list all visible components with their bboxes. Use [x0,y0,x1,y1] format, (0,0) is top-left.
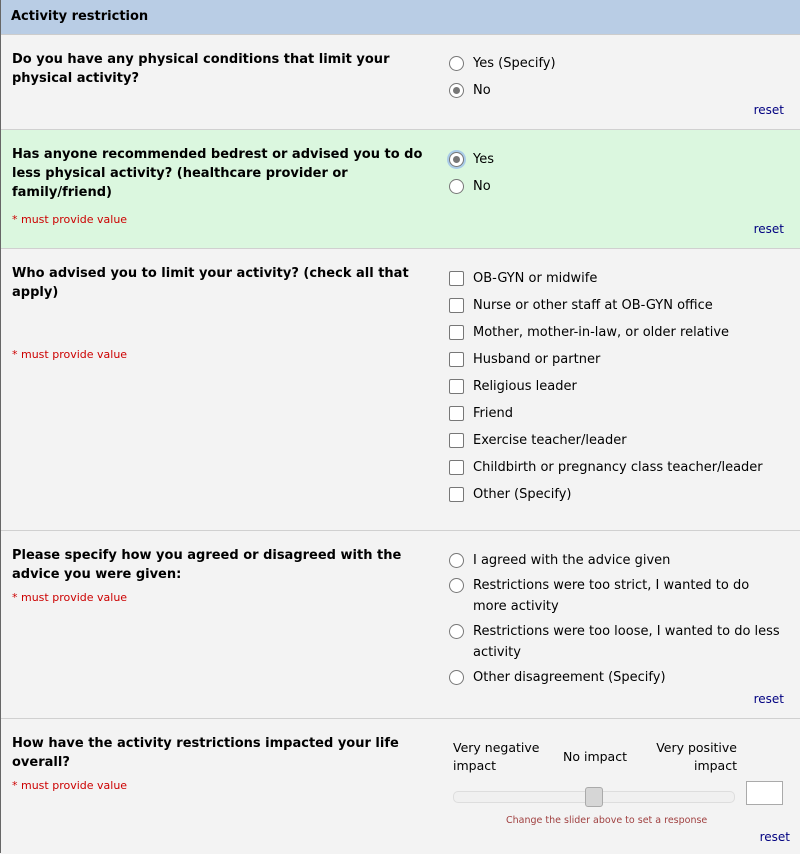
checkbox[interactable] [449,406,464,421]
option-label: Other disagreement (Specify) [473,670,666,685]
slider-mid-label: No impact [563,749,627,764]
option-yes[interactable] [449,149,800,170]
option-label: I agreed with the advice given [473,553,671,568]
radio-button[interactable] [449,624,464,639]
checkbox-option[interactable] [449,295,800,316]
question-agreement [1,531,800,719]
reset-link[interactable]: reset [759,830,790,844]
radio-button[interactable] [449,578,464,593]
question-label: Who advised you to limit your activity? (check all that apply) [12,266,409,300]
radio-option[interactable] [449,575,784,617]
question-label: How have the activity restrictions impacted your life overall? [12,736,399,770]
option-label: Yes [473,152,494,167]
checkbox-option[interactable] [449,403,800,424]
required-note: * must provide value [12,348,128,361]
section-header: Activity restriction [1,0,800,35]
radio-button[interactable] [449,83,464,98]
question-label: Please specify how you agreed or disagreed with the advice you were given: [12,548,402,582]
checkbox[interactable] [449,433,464,448]
radio-option[interactable] [449,621,784,663]
radio-button[interactable] [449,179,464,194]
required-note: * must provide value [12,779,128,792]
reset-link[interactable]: reset [753,222,784,236]
radio-option[interactable] [449,667,784,688]
option-label: No [473,83,491,98]
option-label: Exercise teacher/leader [473,433,627,448]
option-label: Mother, mother-in-law, or older relative [473,325,730,340]
checkbox-option[interactable] [449,457,800,478]
option-yes-specify[interactable] [449,53,800,74]
checkbox[interactable] [449,352,464,367]
checkbox[interactable] [449,271,464,286]
option-label: Husband or partner [473,352,601,367]
option-label: Childbirth or pregnancy class teacher/leader [473,460,763,475]
question-physical-conditions [1,35,800,130]
option-label: Friend [473,406,513,421]
option-label: Restrictions were too strict, I wanted to do more activity [473,578,750,614]
reset-link[interactable]: reset [753,692,784,706]
checkbox[interactable] [449,487,464,502]
slider-hint: Change the slider above to set a response [506,815,708,826]
checkbox-option[interactable] [449,376,800,397]
option-label: Yes (Specify) [473,56,556,71]
reset-link[interactable]: reset [753,103,784,117]
checkbox-option[interactable] [449,322,800,343]
option-label: No [473,179,491,194]
checkbox-option[interactable] [449,430,800,451]
question-label: Do you have any physical conditions that limit your physical activity? [12,52,390,86]
required-note: * must provide value [12,213,128,226]
required-note: * must provide value [12,591,128,604]
option-label: Restrictions were too loose, I wanted to do less activity [473,624,780,660]
question-impact [1,719,800,854]
option-no[interactable] [449,176,800,197]
radio-button[interactable] [449,56,464,71]
checkbox[interactable] [449,379,464,394]
slider-value-box[interactable] [746,781,783,805]
option-no[interactable] [449,80,800,101]
slider-right-label: Very positive impact [656,740,737,773]
radio-button[interactable] [449,670,464,685]
checkbox-option[interactable] [449,484,800,505]
question-label: Has anyone recommended bedrest or advised you to do less physical activity? (healthcare provider or family/friend) [12,147,423,200]
question-who-advised [1,249,800,531]
radio-option[interactable] [449,550,784,571]
checkbox[interactable] [449,325,464,340]
option-label: Other (Specify) [473,487,572,502]
checkbox[interactable] [449,298,464,313]
radio-button[interactable] [449,553,464,568]
question-bedrest [1,130,800,249]
checkbox-option[interactable] [449,349,800,370]
impact-slider[interactable] [453,791,735,803]
checkbox-option[interactable] [449,268,800,289]
radio-button[interactable] [449,152,464,167]
slider-handle[interactable] [585,787,603,807]
option-label: Religious leader [473,379,577,394]
checkbox[interactable] [449,460,464,475]
slider-left-label: Very negative impact [453,740,540,773]
option-label: Nurse or other staff at OB-GYN office [473,298,713,313]
option-label: OB-GYN or midwife [473,271,598,286]
